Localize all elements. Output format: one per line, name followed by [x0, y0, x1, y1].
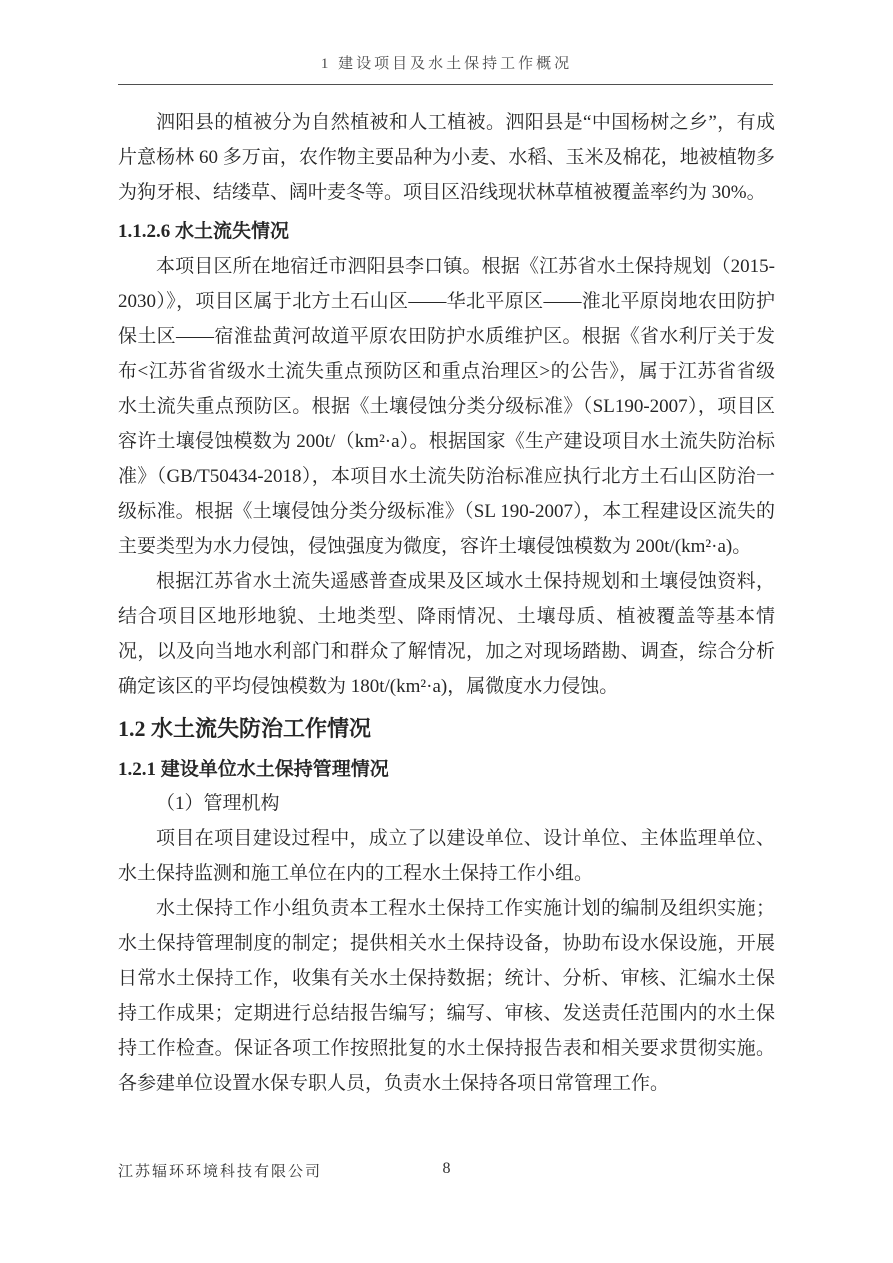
- page-content: [118, 105, 775, 1101]
- paragraph-erosion-survey: 根据江苏省水土流失遥感普查成果及区域水土保持规划和土壤侵蚀资料，结合项目区地形地貌、土地类型、降雨情况、土壤母质、植被覆盖等基本情况，以及向当地水利部门和群众了解情况，加之对现场踏勘、调查，综合分析确定该区的平均侵蚀模数为 180t/(km²·a)，属微度水力侵蚀。: [118, 571, 775, 697]
- paragraph-erosion-status: 本项目区所在地宿迁市泗阳县李口镇。根据《江苏省水土保持规划（2015-2030）》，项目区属于北方土石山区——华北平原区——淮北平原岗地农田防护保土区——宿淮盐黄河故道平原农田防护水质维护区。根据《省水利厅关于发布<江苏省省级水土流失重点预防区和重点治理区>的公告》，属于江苏省省级水土流失重点预防区。根据《土壤侵蚀分类分级标准》（SL190-2007），项目区容许土壤侵蚀模数为 200t/（km²·a）。根据国家《生产建设项目水土流失防治标准》（GB/T50434-2018），本项目水土流失防治标准应执行北方土石山区防治一级标准。根据《土壤侵蚀分类分级标准》（SL 190-2007），本工程建设区流失的主要类型为水力侵蚀，侵蚀强度为微度，容许土壤侵蚀模数为 200t/(km²·a)。: [118, 256, 775, 557]
- header-divider: [118, 84, 773, 85]
- paragraph-work-group: 项目在项目建设过程中，成立了以建设单位、设计单位、主体监理单位、水土保持监测和施工单位在内的工程水土保持工作小组。: [118, 828, 775, 884]
- footer-page-number: 8: [442, 1160, 451, 1177]
- subheading-management-org: （1）管理机构: [156, 793, 280, 814]
- paragraph-work-group-duties: 水土保持工作小组负责本工程水土保持工作实施计划的编制及组织实施；水土保持管理制度的制定；提供相关水土保持设备，协助布设水保设施，开展日常水土保持工作，收集有关水土保持数据；统计、分析、审核、汇编水土保持工作成果；定期进行总结报告编写；编写、审核、发送责任范围内的水土保持工作检查。保证各项工作按照批复的水土保持报告表和相关要求贯彻实施。各参建单位设置水保专职人员，负责水土保持各项日常管理工作。: [118, 898, 775, 1094]
- footer-company-name: 江苏辐环环境科技有限公司: [118, 1164, 323, 1180]
- paragraph-vegetation: 泗阳县的植被分为自然植被和人工植被。泗阳县是“中国杨树之乡”，有成片意杨林 60 多万亩，农作物主要品种为小麦、水稻、玉米及棉花，地被植物多为狗牙根、结缕草、阔叶麦冬等。项目区沿线现状林草植被覆盖率约为 30%。: [118, 112, 775, 203]
- heading-1-2: 1.2 水土流失防治工作情况: [118, 716, 372, 741]
- running-header-title: 1 建设项目及水土保持工作概况: [320, 56, 573, 72]
- heading-1-1-2-6: 1.1.2.6 水土流失情况: [118, 221, 290, 242]
- heading-1-2-1: 1.2.1 建设单位水土保持管理情况: [118, 759, 389, 780]
- page-footer: [118, 1160, 775, 1190]
